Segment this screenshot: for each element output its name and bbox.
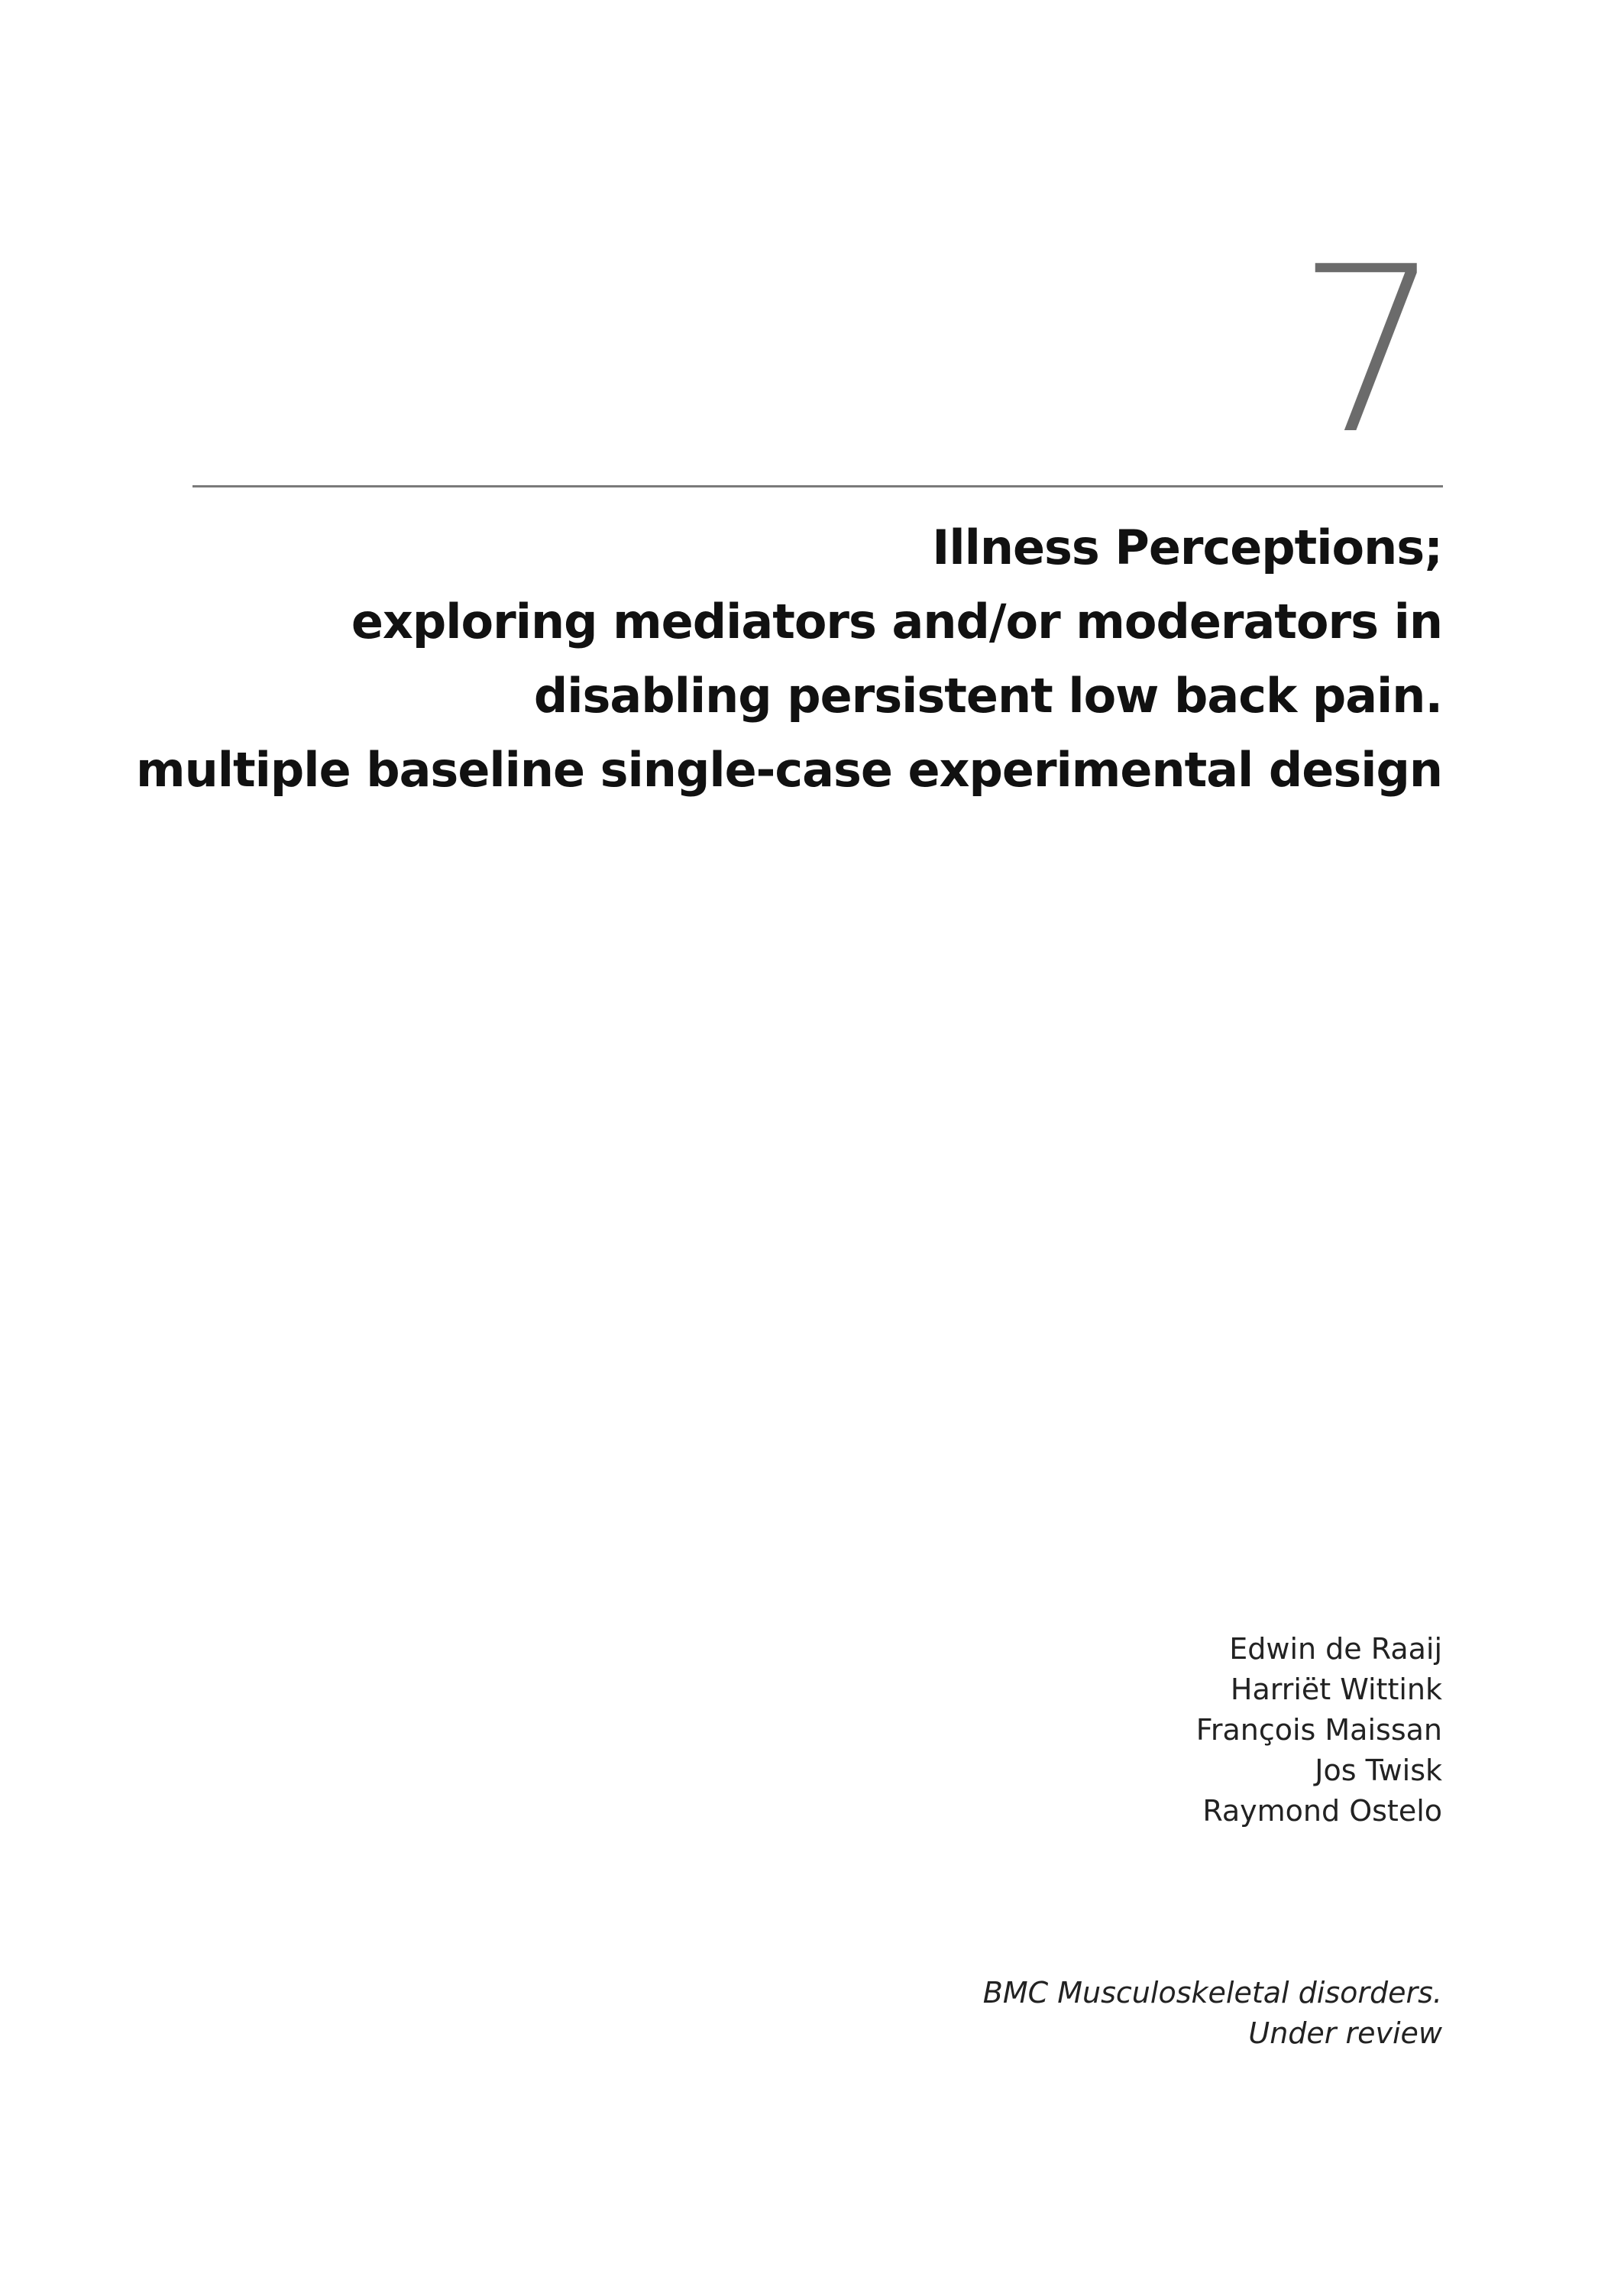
chapter-title — [67, 510, 1442, 807]
title-line-1: Illness Perceptions; — [932, 520, 1442, 575]
publication-status: Under review — [1248, 2016, 1442, 2050]
title-line-4: multiple baseline single-case experimental design — [136, 742, 1442, 798]
author-name: Edwin de Raaij — [1229, 1632, 1442, 1666]
title-line-3: disabling persistent low back pain. — [533, 668, 1442, 724]
journal-name: BMC Musculoskeletal disorders. — [982, 1976, 1442, 2010]
author-name: François Maissan — [1195, 1713, 1442, 1747]
author-name: Harriët Wittink — [1230, 1673, 1442, 1706]
horizontal-divider — [192, 485, 1443, 487]
author-list — [831, 1629, 1442, 1831]
author-name: Jos Twisk — [1315, 1754, 1442, 1787]
chapter-number: 7 — [1296, 218, 1442, 484]
publication-info — [755, 1973, 1442, 2054]
author-name: Raymond Ostelo — [1202, 1794, 1442, 1828]
title-line-2: exploring mediators and/or moderators in — [351, 594, 1442, 649]
